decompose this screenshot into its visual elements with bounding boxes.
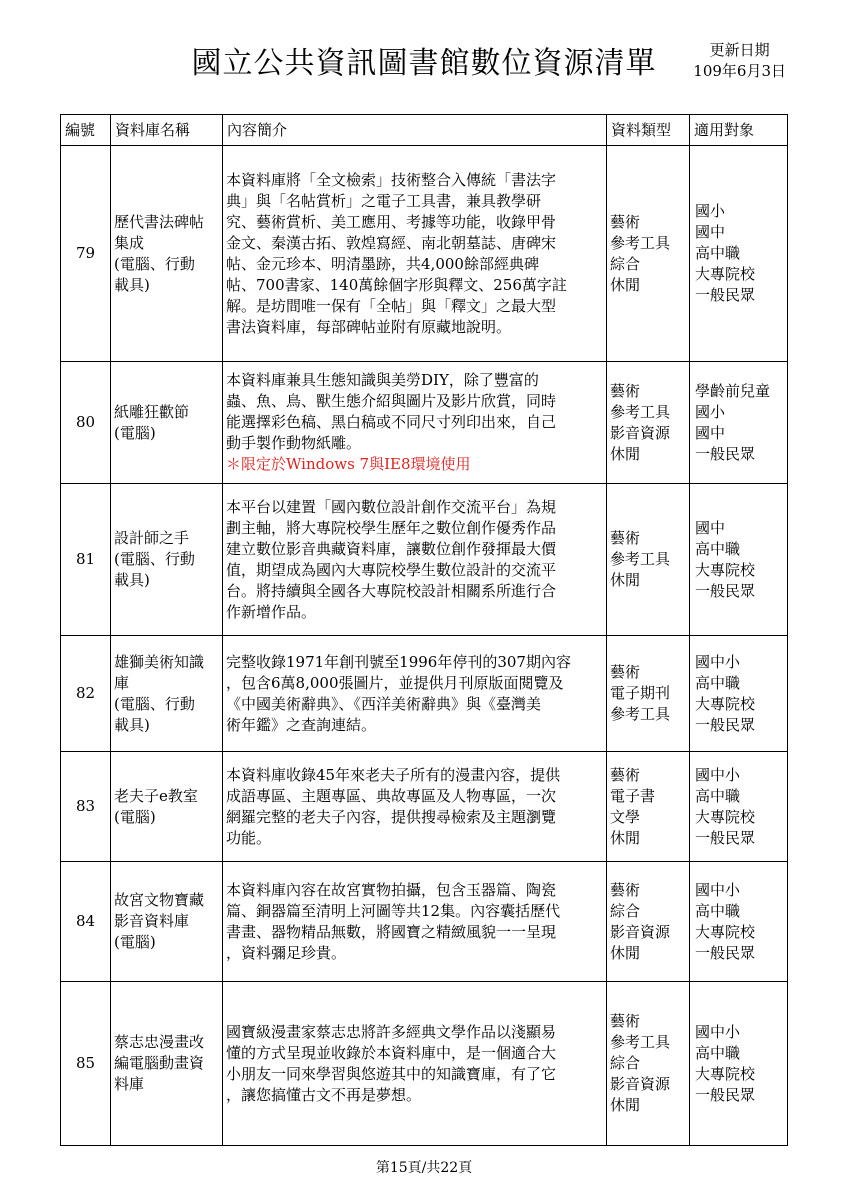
- cell-intro-line: 作新增作品。: [226, 602, 317, 621]
- cell-name: [111, 484, 223, 636]
- cell-intro-line: 篇、銅器篇至清明上河圖等共12集。內容囊括歷代: [226, 901, 561, 920]
- cell-name-line: (電腦、行動: [114, 254, 195, 273]
- cell-name-line: 歷代書法碑帖: [114, 212, 205, 231]
- update-info: [693, 40, 786, 82]
- cell-intro-line: 功能。: [226, 828, 272, 847]
- cell-intro-line: 國寶級漫畫家蔡志忠將許多經典文學作品以淺顯易: [226, 1022, 557, 1041]
- cell-target-line: 大專院校: [695, 560, 756, 579]
- cell-target-line: 國中: [695, 223, 726, 241]
- cell-type: [607, 752, 690, 862]
- cell-name: [111, 636, 223, 752]
- cell-target-line: 國中: [695, 518, 726, 537]
- cell-target-line: 高中職: [695, 1043, 741, 1062]
- cell-intro-line: 完整收錄1971年創刊號至1996年停刊的307期內容: [226, 652, 571, 671]
- cell-type-line: 綜合: [610, 254, 641, 273]
- cell-target-line: 大專院校: [695, 265, 756, 283]
- cell-target: [690, 362, 788, 484]
- cell-target: [690, 636, 788, 752]
- cell-type-line: 休閒: [610, 444, 641, 463]
- cell-target-line: 一般民眾: [695, 444, 756, 463]
- cell-type-line: 藝術: [610, 212, 641, 231]
- cell-target: [690, 752, 788, 862]
- update-date: 109年6月3日: [693, 62, 786, 80]
- cell-target-line: 國小: [695, 402, 726, 421]
- cell-target-line: 一般民眾: [695, 581, 756, 600]
- cell-name-line: 雄獅美術知識: [114, 652, 205, 671]
- cell-intro-line: 懂的方式呈現並收錄於本資料庫中，是一個適合大: [226, 1043, 557, 1062]
- table-row: [61, 982, 788, 1146]
- cell-name-line: 庫: [114, 673, 130, 692]
- cell-intro: [223, 636, 607, 752]
- cell-name-line: 老夫子e教室: [114, 786, 198, 805]
- cell-name: [111, 752, 223, 862]
- update-label: 更新日期: [709, 41, 770, 59]
- page-total: 22: [440, 1160, 459, 1176]
- cell-name: [111, 862, 223, 982]
- cell-type-line: 藝術: [610, 765, 641, 784]
- cell-type-line: 藝術: [610, 1012, 641, 1030]
- resource-table: [60, 114, 788, 1146]
- cell-intro-line: 術年鑑》之查詢連結。: [226, 715, 377, 734]
- cell-intro-line: 能選擇彩色稿、黑白稿或不同尺寸列印出來，自己: [226, 413, 557, 431]
- header-target: 適用對象: [690, 115, 788, 146]
- table-row: [61, 146, 788, 362]
- cell-target-line: 一般民眾: [695, 828, 756, 847]
- cell-type-line: 綜合: [610, 1054, 641, 1072]
- cell-target-line: 一般民眾: [695, 943, 756, 962]
- cell-intro-line: 金文、秦漢古拓、敦煌寫經、南北朝墓誌、唐碑宋: [226, 233, 557, 252]
- cell-intro-line: 帖、金元珍本、明清墨跡，共4,000餘部經典碑: [226, 254, 539, 273]
- cell-type: [607, 484, 690, 636]
- cell-num: 84: [61, 862, 111, 982]
- cell-target-line: 大專院校: [695, 807, 756, 826]
- cell-target-line: 大專院校: [695, 694, 756, 713]
- cell-target-line: 學齡前兒童: [695, 381, 771, 400]
- cell-name-line: (電腦): [114, 933, 156, 951]
- cell-type-line: 參考工具: [610, 1033, 671, 1051]
- cell-target-line: 高中職: [695, 786, 741, 805]
- page-suffix: 頁: [458, 1160, 473, 1176]
- cell-intro-line: ，資料彌足珍貴。: [226, 943, 347, 962]
- cell-intro: [223, 752, 607, 862]
- cell-num: 80: [61, 362, 111, 484]
- page-prefix: 第: [375, 1160, 390, 1176]
- cell-type-line: 參考工具: [610, 402, 671, 421]
- cell-num: 82: [61, 636, 111, 752]
- cell-num: 83: [61, 752, 111, 862]
- cell-type-line: 休閒: [610, 571, 641, 589]
- cell-intro-line: 小朋友一同來學習與悠遊其中的知識寶庫，有了它: [226, 1064, 557, 1083]
- cell-intro-line: 網羅完整的老夫子內容，提供搜尋檢索及主題瀏覽: [226, 807, 557, 826]
- table-row: [61, 752, 788, 862]
- cell-target-line: 國中: [695, 423, 726, 442]
- cell-intro: [223, 982, 607, 1146]
- cell-intro-line: 本平台以建置「國內數位設計創作交流平台」為規: [226, 497, 557, 516]
- cell-intro-line: 本資料庫將「全文檢索」技術整合入傳統「書法字: [226, 170, 557, 189]
- cell-type: [607, 636, 690, 752]
- cell-name-line: 紙雕狂歡節: [114, 402, 190, 421]
- cell-num: 85: [61, 982, 111, 1146]
- cell-intro-line: 蟲、魚、鳥、獸生態介紹與圖片及影片欣賞，同時: [226, 392, 557, 410]
- cell-target-line: 高中職: [695, 539, 741, 558]
- cell-intro-line: 《中國美術辭典》、《西洋美術辭典》與《臺灣美: [226, 694, 542, 713]
- cell-intro: [223, 484, 607, 636]
- cell-intro-line: ，包含6萬8,000張圖片，並提供月刊原版面閱覽及: [226, 673, 564, 692]
- cell-name-line: 集成: [114, 233, 145, 252]
- cell-target-line: 國小: [695, 202, 726, 220]
- cell-intro: [223, 862, 607, 982]
- page-mid: 頁/共: [407, 1160, 441, 1176]
- cell-target-line: 大專院校: [695, 922, 756, 941]
- cell-name-line: 載具): [114, 275, 150, 294]
- cell-target-line: 國中小: [695, 765, 741, 784]
- table-header-row: [61, 115, 788, 146]
- cell-intro-line: 成語專區、主題專區、典故專區及人物專區，一次: [226, 786, 557, 805]
- usage-note: ＊限定於Windows 7與IE8環境使用: [226, 455, 471, 473]
- table-row: [61, 362, 788, 484]
- cell-type-line: 休閒: [610, 275, 641, 294]
- cell-target-line: 高中職: [695, 901, 741, 920]
- cell-intro-line: 台。將持續與全國各大專院校設計相關系所進行合: [226, 581, 557, 600]
- cell-type-line: 休閒: [610, 943, 641, 962]
- cell-intro-line: 劃主軸，將大專院校學生歷年之數位創作優秀作品: [226, 518, 557, 537]
- cell-target: [690, 484, 788, 636]
- cell-type-line: 參考工具: [610, 705, 671, 723]
- cell-intro-line: 帖、700書家、140萬餘個字形與釋文、256萬字註: [226, 275, 567, 294]
- cell-intro-line: 動手製作動物紙雕。: [226, 434, 362, 452]
- cell-intro: [223, 362, 607, 484]
- cell-name-line: 影音資料庫: [114, 912, 190, 930]
- cell-intro-line: 建立數位影音典藏資料庫，讓數位創作發揮最大價: [226, 539, 557, 558]
- cell-type: [607, 862, 690, 982]
- cell-target-line: 大專院校: [695, 1064, 756, 1083]
- cell-type-line: 電子期刊: [610, 684, 671, 702]
- cell-target: [690, 982, 788, 1146]
- cell-name-line: (電腦、行動: [114, 550, 195, 568]
- cell-intro-line: 本資料庫兼具生態知識與美勞DIY，除了豐富的: [226, 371, 539, 389]
- cell-name-line: (電腦): [114, 807, 156, 826]
- cell-intro-line: ，讓您搞懂古文不再是夢想。: [226, 1085, 422, 1104]
- header-type: 資料類型: [607, 115, 690, 146]
- cell-type: [607, 982, 690, 1146]
- cell-target-line: 高中職: [695, 244, 741, 262]
- cell-intro-line: 究、藝術賞析、美工應用、考據等功能，收錄甲骨: [226, 212, 557, 231]
- cell-target-line: 國中小: [695, 652, 741, 671]
- cell-intro: [223, 146, 607, 362]
- cell-name-line: 料庫: [114, 1075, 145, 1093]
- header-intro: 內容簡介: [223, 115, 607, 146]
- cell-name-line: 載具): [114, 715, 150, 734]
- cell-type-line: 參考工具: [610, 233, 671, 252]
- cell-name-line: (電腦): [114, 423, 156, 442]
- cell-intro-line: 值，期望成為國內大專院校學生數位設計的交流平: [226, 560, 557, 579]
- table-row: [61, 484, 788, 636]
- cell-name-line: 故宮文物寶藏: [114, 891, 205, 909]
- cell-name: [111, 146, 223, 362]
- table-row: [61, 862, 788, 982]
- cell-intro-line: 典」與「名帖賞析」之電子工具書，兼具教學研: [226, 191, 542, 210]
- cell-name-line: (電腦、行動: [114, 694, 195, 713]
- page-footer: [0, 1157, 848, 1177]
- header-name: 資料庫名稱: [111, 115, 223, 146]
- cell-type: [607, 146, 690, 362]
- cell-type-line: 休閒: [610, 1096, 641, 1114]
- header-num: 編號: [61, 115, 111, 146]
- cell-target-line: 一般民眾: [695, 1085, 756, 1104]
- cell-target-line: 高中職: [695, 673, 741, 692]
- table-body: [61, 146, 788, 1146]
- cell-intro-line: 本資料庫內容在故宮實物拍攝，包含玉器篇、陶瓷: [226, 880, 557, 899]
- cell-type-line: 休閒: [610, 828, 641, 847]
- cell-target: [690, 146, 788, 362]
- cell-type-line: 藝術: [610, 663, 641, 681]
- cell-intro-line: 書法資料庫，每部碑帖並附有原藏地說明。: [226, 317, 512, 336]
- cell-intro-line: 解。是坊間唯一保有「全帖」與「釋文」之最大型: [226, 296, 557, 315]
- cell-intro-line: 本資料庫收錄45年來老夫子所有的漫畫內容，提供: [226, 765, 561, 784]
- cell-name-line: 編電腦動畫資: [114, 1054, 205, 1072]
- cell-type-line: 影音資源: [610, 423, 671, 442]
- cell-type-line: 影音資源: [610, 1075, 671, 1093]
- cell-type-line: 藝術: [610, 381, 641, 400]
- page-title: 國立公共資訊圖書館數位資源清單: [191, 46, 657, 81]
- cell-name: [111, 982, 223, 1146]
- cell-type-line: 藝術: [610, 880, 641, 899]
- cell-intro-line: 書畫、器物精品無數，將國寶之精緻風貌一一呈現: [226, 922, 557, 941]
- cell-target-line: 一般民眾: [695, 715, 756, 734]
- table-row: [61, 636, 788, 752]
- page-number: 15: [389, 1160, 408, 1176]
- cell-name-line: 設計師之手: [114, 529, 190, 547]
- cell-target-line: 國中小: [695, 1022, 741, 1041]
- cell-type-line: 參考工具: [610, 550, 671, 568]
- cell-name: [111, 362, 223, 484]
- cell-type-line: 藝術: [610, 529, 641, 547]
- cell-name-line: 蔡志忠漫畫改: [114, 1033, 205, 1051]
- cell-type-line: 影音資源: [610, 922, 671, 941]
- cell-name-line: 載具): [114, 571, 150, 589]
- cell-target-line: 一般民眾: [695, 286, 756, 304]
- cell-num: 79: [61, 146, 111, 362]
- cell-target-line: 國中小: [695, 880, 741, 899]
- cell-type-line: 綜合: [610, 901, 641, 920]
- cell-target: [690, 862, 788, 982]
- cell-num: 81: [61, 484, 111, 636]
- cell-type-line: 電子書: [610, 786, 656, 805]
- cell-type: [607, 362, 690, 484]
- cell-type-line: 文學: [610, 807, 641, 826]
